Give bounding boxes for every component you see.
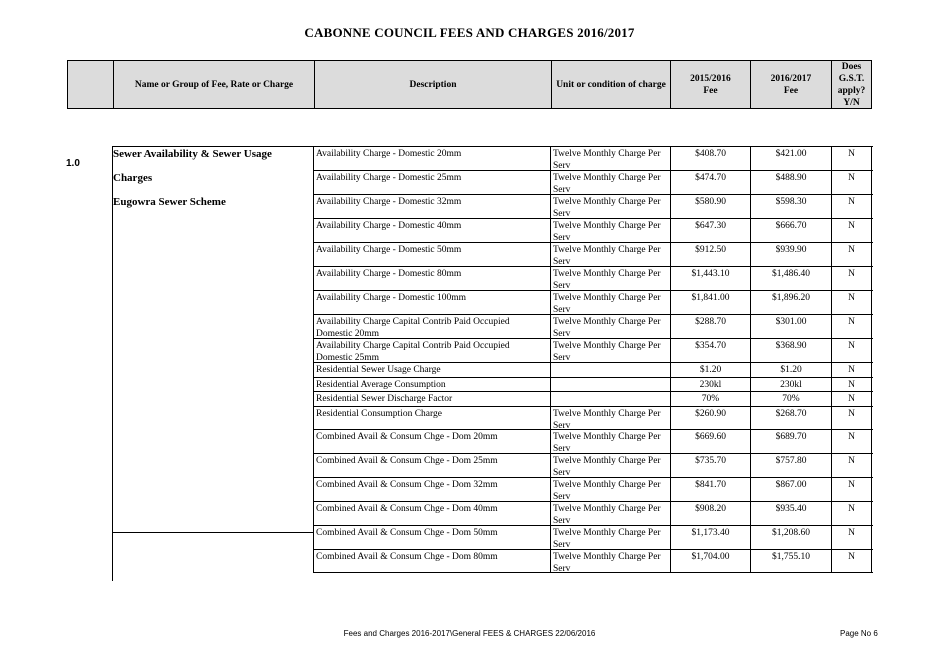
row-unit: Twelve Monthly Charge Per Serv xyxy=(550,454,670,477)
row-description: Combined Avail & Consum Chge - Dom 80mm xyxy=(313,550,550,572)
row-fee-2016: $368.90 xyxy=(750,339,831,362)
row-fee-2016: 230kl xyxy=(750,378,831,391)
row-fee-2016: $939.90 xyxy=(750,243,831,266)
table-row xyxy=(313,391,873,406)
row-fee-2015: $841.70 xyxy=(670,478,750,501)
section-number: 1.0 xyxy=(66,158,80,169)
table-row xyxy=(313,377,873,391)
table-row xyxy=(313,429,873,453)
row-description: Residential Sewer Discharge Factor xyxy=(313,392,550,406)
row-description: Combined Avail & Consum Chge - Dom 32mm xyxy=(313,478,550,501)
fee-table xyxy=(313,146,873,573)
row-fee-2016: $1,896.20 xyxy=(750,291,831,314)
row-fee-2015: 230kl xyxy=(670,378,750,391)
row-gst: N xyxy=(831,339,872,362)
row-description: Combined Avail & Consum Chge - Dom 40mm xyxy=(313,502,550,525)
row-description: Combined Avail & Consum Chge - Dom 25mm xyxy=(313,454,550,477)
table-row xyxy=(313,477,873,501)
row-unit: Twelve Monthly Charge Per Serv xyxy=(550,478,670,501)
row-description: Availability Charge Capital Contrib Paid Occupied Domestic 20mm xyxy=(313,315,550,338)
row-unit: Twelve Monthly Charge Per Serv xyxy=(550,430,670,453)
row-unit: Twelve Monthly Charge Per Serv xyxy=(550,147,670,170)
row-unit: Twelve Monthly Charge Per Serv xyxy=(550,171,670,194)
group-column-divider xyxy=(112,532,313,533)
row-unit: Twelve Monthly Charge Per Serv xyxy=(550,315,670,338)
table-row xyxy=(313,406,873,429)
row-fee-2015: $1,173.40 xyxy=(670,526,750,549)
row-fee-2016: $488.90 xyxy=(750,171,831,194)
row-description: Availability Charge - Domestic 25mm xyxy=(313,171,550,194)
row-description: Residential Average Consumption xyxy=(313,378,550,391)
row-gst: N xyxy=(831,147,872,170)
row-fee-2016: $689.70 xyxy=(750,430,831,453)
table-row xyxy=(313,549,873,573)
row-fee-2015: $260.90 xyxy=(670,407,750,429)
row-unit: Twelve Monthly Charge Per Serv xyxy=(550,291,670,314)
row-unit: Twelve Monthly Charge Per Serv xyxy=(550,502,670,525)
row-unit: Twelve Monthly Charge Per Serv xyxy=(550,550,670,572)
row-fee-2016: $1.20 xyxy=(750,363,831,377)
row-description: Availability Charge - Domestic 40mm xyxy=(313,219,550,242)
row-description: Availability Charge - Domestic 50mm xyxy=(313,243,550,266)
row-fee-2016: $666.70 xyxy=(750,219,831,242)
row-description: Combined Avail & Consum Chge - Dom 20mm xyxy=(313,430,550,453)
table-row xyxy=(313,290,873,314)
group-name-line3: Eugowra Sewer Scheme xyxy=(113,196,226,208)
row-gst: N xyxy=(831,430,872,453)
row-gst: N xyxy=(831,219,872,242)
row-description: Residential Sewer Usage Charge xyxy=(313,363,550,377)
row-gst: N xyxy=(831,378,872,391)
group-column-left-border xyxy=(112,146,113,581)
row-gst: N xyxy=(831,171,872,194)
row-unit xyxy=(550,392,670,406)
header-gst: Does G.S.T. apply? Y/N xyxy=(831,61,871,108)
table-row xyxy=(313,170,873,194)
row-fee-2015: $647.30 xyxy=(670,219,750,242)
row-gst: N xyxy=(831,315,872,338)
row-unit xyxy=(550,378,670,391)
row-unit: Twelve Monthly Charge Per Serv xyxy=(550,195,670,218)
row-unit: Twelve Monthly Charge Per Serv xyxy=(550,339,670,362)
row-fee-2015: $1,704.00 xyxy=(670,550,750,572)
row-fee-2015: $908.20 xyxy=(670,502,750,525)
row-fee-2015: $474.70 xyxy=(670,171,750,194)
row-fee-2015: $1,443.10 xyxy=(670,267,750,290)
row-fee-2015: $580.90 xyxy=(670,195,750,218)
table-row xyxy=(313,314,873,338)
row-gst: N xyxy=(831,392,872,406)
row-unit: Twelve Monthly Charge Per Serv xyxy=(550,219,670,242)
row-fee-2015: $1,841.00 xyxy=(670,291,750,314)
row-fee-2016: $268.70 xyxy=(750,407,831,429)
row-description: Availability Charge - Domestic 20mm xyxy=(313,147,550,170)
row-gst: N xyxy=(831,526,872,549)
row-unit: Twelve Monthly Charge Per Serv xyxy=(550,407,670,429)
table-row xyxy=(313,218,873,242)
table-row xyxy=(313,146,873,170)
row-unit: Twelve Monthly Charge Per Serv xyxy=(550,243,670,266)
row-fee-2015: $912.50 xyxy=(670,243,750,266)
row-gst: N xyxy=(831,267,872,290)
row-description: Combined Avail & Consum Chge - Dom 50mm xyxy=(313,526,550,549)
row-unit xyxy=(550,363,670,377)
table-row xyxy=(313,338,873,362)
row-gst: N xyxy=(831,502,872,525)
row-fee-2016: $935.40 xyxy=(750,502,831,525)
row-fee-2016: $1,755.10 xyxy=(750,550,831,572)
header-description: Description xyxy=(314,61,551,108)
footer-page-number: Page No 6 xyxy=(840,629,878,638)
table-row xyxy=(313,194,873,218)
row-fee-2016: $867.00 xyxy=(750,478,831,501)
row-gst: N xyxy=(831,363,872,377)
row-fee-2015: $1.20 xyxy=(670,363,750,377)
table-row xyxy=(313,362,873,377)
table-header xyxy=(67,60,872,109)
table-row xyxy=(313,525,873,549)
row-fee-2015: $288.70 xyxy=(670,315,750,338)
footer-path: Fees and Charges 2016-2017\General FEES & CHARGES 22/06/2016 xyxy=(343,629,596,638)
row-fee-2015: $354.70 xyxy=(670,339,750,362)
page-title: CABONNE COUNCIL FEES AND CHARGES 2016/2017 xyxy=(304,25,635,40)
row-unit: Twelve Monthly Charge Per Serv xyxy=(550,267,670,290)
row-gst: N xyxy=(831,291,872,314)
row-unit: Twelve Monthly Charge Per Serv xyxy=(550,526,670,549)
header-name: Name or Group of Fee, Rate or Charge xyxy=(113,61,314,108)
row-fee-2015: $408.70 xyxy=(670,147,750,170)
header-unit: Unit or condition of charge xyxy=(551,61,670,108)
row-gst: N xyxy=(831,478,872,501)
group-name-line1: Sewer Availability & Sewer Usage xyxy=(113,148,272,160)
table-row xyxy=(313,501,873,525)
row-fee-2016: $301.00 xyxy=(750,315,831,338)
row-fee-2016: 70% xyxy=(750,392,831,406)
row-description: Availability Charge Capital Contrib Paid Occupied Domestic 25mm xyxy=(313,339,550,362)
row-description: Availability Charge - Domestic 80mm xyxy=(313,267,550,290)
group-column-top-border xyxy=(112,146,313,147)
table-row xyxy=(313,266,873,290)
header-fee-2015: 2015/2016 Fee xyxy=(670,61,750,108)
group-name-line2: Charges xyxy=(113,172,153,184)
row-fee-2016: $1,486.40 xyxy=(750,267,831,290)
row-fee-2015: 70% xyxy=(670,392,750,406)
row-gst: N xyxy=(831,243,872,266)
row-gst: N xyxy=(831,550,872,572)
table-row xyxy=(313,453,873,477)
row-description: Availability Charge - Domestic 32mm xyxy=(313,195,550,218)
row-description: Availability Charge - Domestic 100mm xyxy=(313,291,550,314)
row-fee-2016: $757.80 xyxy=(750,454,831,477)
row-fee-2015: $669.60 xyxy=(670,430,750,453)
row-fee-2015: $735.70 xyxy=(670,454,750,477)
table-row xyxy=(313,242,873,266)
row-description: Residential Consumption Charge xyxy=(313,407,550,429)
row-fee-2016: $598.30 xyxy=(750,195,831,218)
row-gst: N xyxy=(831,195,872,218)
row-gst: N xyxy=(831,407,872,429)
row-fee-2016: $1,208.60 xyxy=(750,526,831,549)
row-gst: N xyxy=(831,454,872,477)
header-fee-2016: 2016/2017 Fee xyxy=(750,61,831,108)
row-fee-2016: $421.00 xyxy=(750,147,831,170)
